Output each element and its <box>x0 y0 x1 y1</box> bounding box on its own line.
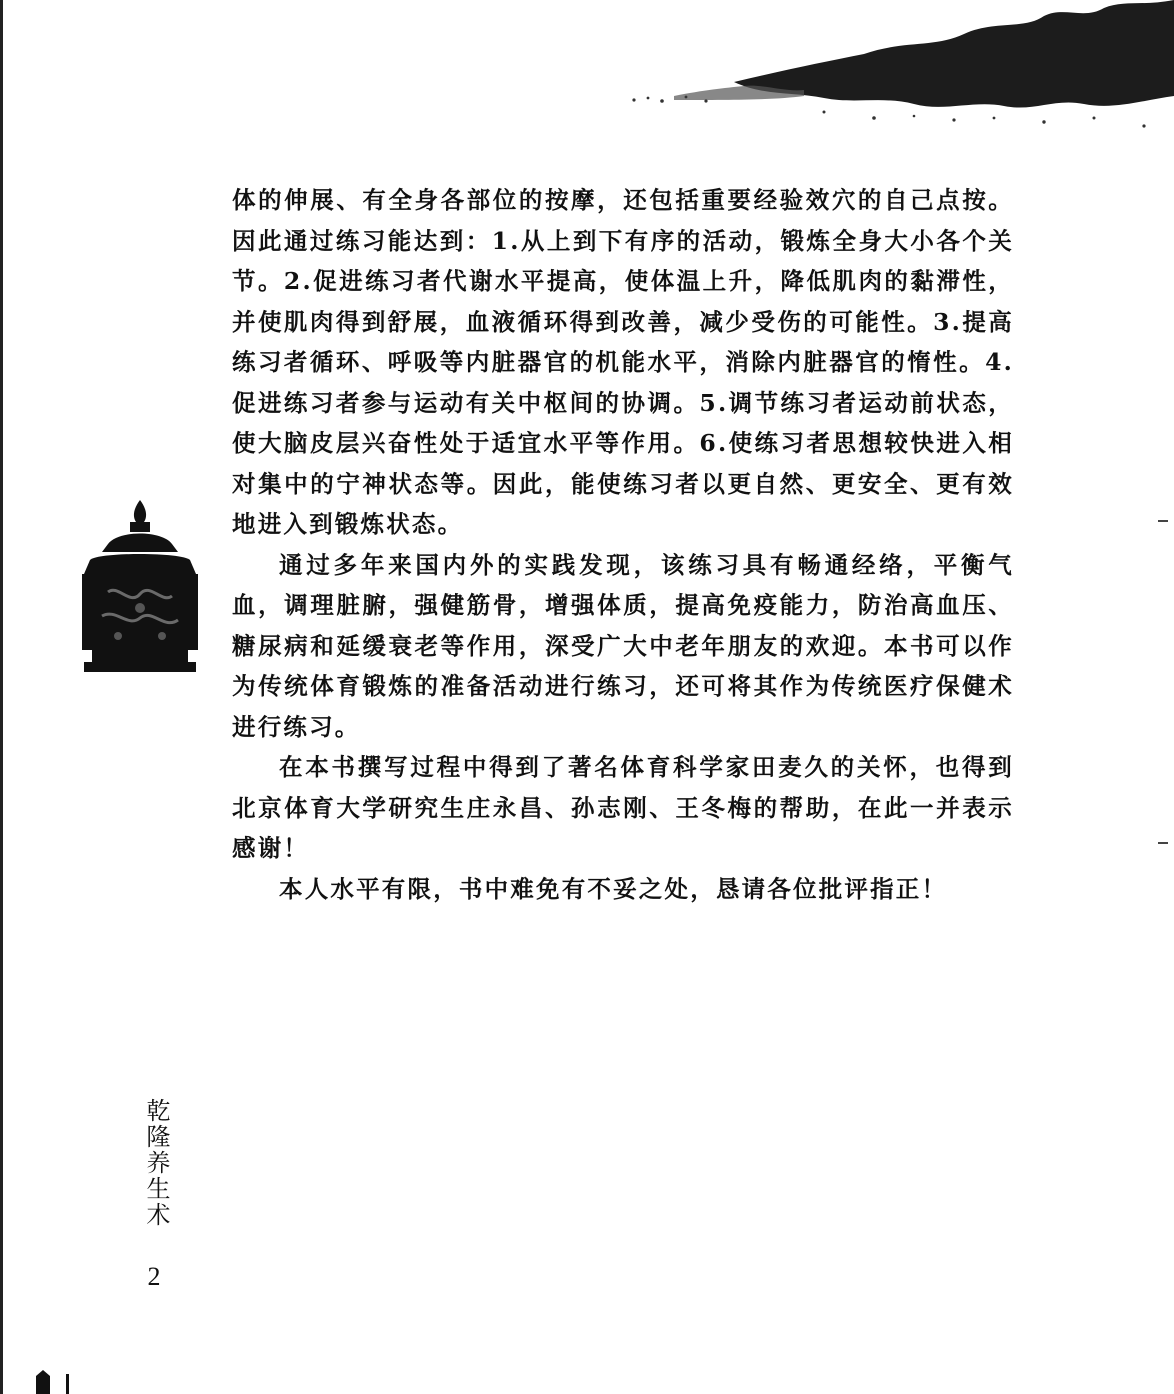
print-corner-mark-icon <box>36 1370 84 1394</box>
running-title: 乾隆养生术 <box>142 1098 170 1228</box>
paragraph-1: 体的伸展、有全身各部位的按摩，还包括重要经验效穴的自己点按。因此通过练习能达到：1.从上到下有序的活动，锻炼全身大小各个关节。2.促进练习者代谢水平提高，使体温上升，降低肌肉的黏滞性，并使肌肉得到舒展，血液循环得到改善，减少受伤的可能性。3.提高练习者循环、呼吸等内脏器官的机能水平，消除内脏器官的惰性。4.促进练习者参与运动有关中枢间的协调。5.调节练习者运动前状态，使大脑皮层兴奋性处于适宜水平等作用。6.使练习者思想较快进入相对集中的宁神状态等。因此，能使练习者以更自然、更安全、更有效地进入到锻炼状态。 <box>232 186 1014 538</box>
edge-mark <box>1158 842 1168 844</box>
paragraph-4: 本人水平有限，书中难免有不妥之处，恳请各位批评指正！ <box>279 874 948 903</box>
body-text <box>232 180 1014 909</box>
ink-wash-landscape-icon <box>614 0 1174 150</box>
ornate-seal-emblem-icon <box>78 496 202 674</box>
paragraph-2: 通过多年来国内外的实践发现，该练习具有畅通经络，平衡气血，调理脏腑，强健筋骨，增强体质，提高免疫能力，防治高血压、糖尿病和延缓衰老等作用，深受广大中老年朋友的欢迎。本书可以作为传统体育锻炼的准备活动进行练习，还可将其作为传统医疗保健术进行练习。 <box>232 550 1014 741</box>
page-number: 2 <box>147 1262 161 1291</box>
paragraph-3: 在本书撰写过程中得到了著名体育科学家田麦久的关怀，也得到北京体育大学研究生庄永昌、孙志刚、王冬梅的帮助，在此一并表示感谢！ <box>232 753 1014 862</box>
page-left-border <box>0 0 3 1394</box>
edge-mark <box>1158 520 1168 522</box>
